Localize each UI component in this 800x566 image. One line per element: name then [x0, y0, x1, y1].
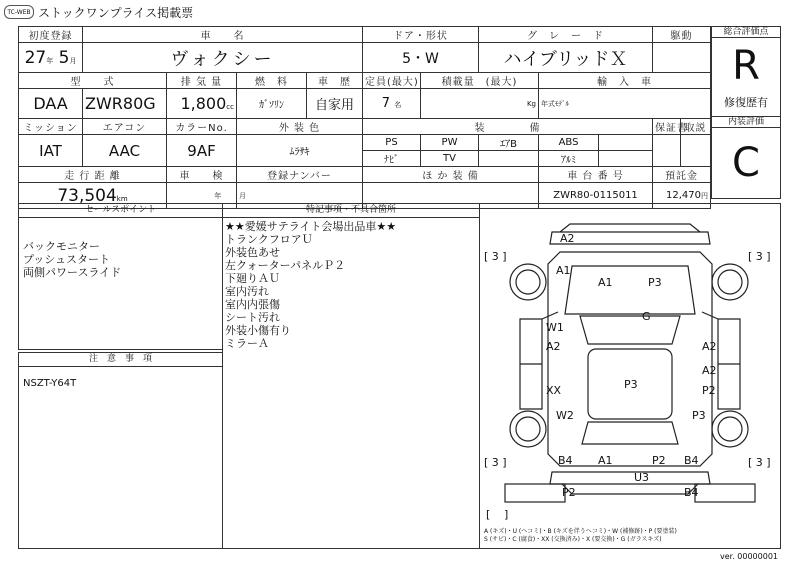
label-fuel: 燃 料: [237, 73, 307, 89]
bracket-mark: [ 3 ]: [484, 456, 507, 469]
damage-mark: P3: [692, 409, 706, 422]
label-grade: グ レ ー ド: [479, 27, 653, 43]
overall-label: 総合評価点: [711, 26, 781, 38]
damage-mark: P2: [562, 486, 576, 499]
interior-label: 内装評価: [711, 116, 781, 128]
grade-value: ハイブリッドＸ: [479, 43, 653, 73]
damage-mark: A2: [560, 232, 575, 245]
special-notes-list: [223, 218, 479, 350]
list-item: プッシュスタート: [23, 253, 111, 266]
legend-line: A (キズ)・U (ヘコミ)・B (キズを伴うヘコミ)・W (補修跡)・P (要塗装): [484, 528, 677, 535]
repair-history: 修復歴有: [724, 96, 768, 109]
equip-blank1: [599, 135, 653, 151]
equip-abs: ABS: [539, 135, 599, 151]
label-reg-number: 登録ナンバー: [237, 167, 363, 183]
bracket-mark: ]: [504, 508, 509, 521]
model-prefix: DAA: [19, 89, 83, 119]
list-item: シート汚れ: [225, 311, 280, 324]
equip-airbag: ｴｱB: [479, 135, 539, 151]
color-value: ﾑﾗｻｷ: [237, 135, 363, 167]
overall-grade: R: [732, 43, 760, 89]
equip-alumi: ｱﾙﾐ: [539, 151, 599, 167]
notes-panel: [18, 352, 223, 549]
interior-grade: C: [711, 127, 781, 199]
warranty-value: [653, 135, 681, 167]
list-item: 外装小傷有り: [225, 324, 291, 337]
label-capacity: 定員(最大): [363, 73, 421, 89]
label-inspection: 車 検: [167, 167, 237, 183]
damage-mark: A1: [598, 454, 613, 467]
list-item: 外装色あせ: [225, 246, 280, 259]
label-door: ドア・形状: [363, 27, 479, 43]
model-code: ZWR80G: [83, 89, 167, 119]
label-aircon: エアコン: [83, 119, 167, 135]
color-no-value: 9AF: [167, 135, 237, 167]
label-car-name: 車 名: [83, 27, 363, 43]
list-item: 室内汚れ: [225, 285, 269, 298]
notes-title: 注 意 事 項: [19, 353, 222, 367]
damage-mark: W1: [546, 321, 564, 334]
label-load: 積載量 (最大): [421, 73, 539, 89]
label-drive: 駆動: [653, 27, 711, 43]
label-equipment: 装 備: [363, 119, 653, 135]
chassis-value: ZWR80-0115011: [539, 183, 653, 209]
bracket-mark: [ 3 ]: [484, 250, 507, 263]
label-warranty: 保証書: [653, 119, 681, 135]
damage-mark: XX: [546, 384, 562, 397]
equip-ps: PS: [363, 135, 421, 151]
damage-diagram-panel: [479, 203, 781, 549]
damage-legend: [484, 528, 677, 544]
list-item: トランクフロアＵ: [225, 233, 313, 246]
special-notes-panel: [222, 203, 480, 549]
list-item: ★★愛媛サテライト会場出品車★★: [225, 220, 397, 233]
label-import: 輸 入 車: [539, 73, 711, 89]
equip-blank2: [479, 151, 539, 167]
car-name-value: ヴォクシー: [83, 43, 363, 73]
damage-mark: P2: [702, 384, 716, 397]
header: [4, 3, 193, 21]
label-exterior-color: 外 装 色: [237, 119, 363, 135]
label-first-reg: 初度登録: [19, 27, 83, 43]
list-item: 左クォーターパネルＰ２: [225, 259, 346, 272]
equip-blank3: [599, 151, 653, 167]
page-title: ストックワンプライス掲載票: [38, 5, 194, 20]
label-chassis: 車 台 番 号: [539, 167, 653, 183]
equip-tv: TV: [421, 151, 479, 167]
damage-mark: W2: [556, 409, 574, 422]
damage-mark: A1: [556, 264, 571, 277]
label-recall: 取説: [681, 119, 711, 135]
car-diagram: [480, 204, 780, 548]
list-item: 下廻りＡＵ: [225, 272, 280, 285]
overall-box: [711, 37, 781, 117]
usage-value: 自家用: [307, 89, 363, 119]
inspection-value: 年: [167, 183, 237, 209]
list-item: バックモニター: [23, 240, 100, 253]
damage-mark: A1: [598, 276, 613, 289]
label-other-equip: ほ か 装 備: [363, 167, 539, 183]
reg-number-value: 月: [237, 183, 363, 209]
sales-points-title: セールスポイント: [19, 204, 222, 218]
list-item: 両側パワースライド: [23, 266, 122, 279]
label-usage: 車 歴: [307, 73, 363, 89]
aircon-value: AAC: [83, 135, 167, 167]
label-recycle: 預託金: [653, 167, 711, 183]
first-reg-value: 27年 5月: [19, 43, 83, 73]
vehicle-info-table: [18, 26, 711, 209]
recycle-value: 12,470円: [653, 183, 711, 209]
list-item: 室内内張傷: [225, 298, 280, 311]
damage-mark: B4: [684, 454, 699, 467]
damage-mark: G: [642, 310, 651, 323]
damage-mark: P2: [652, 454, 666, 467]
bracket-mark: [: [486, 508, 491, 521]
mileage-value: 73,504km: [19, 183, 167, 209]
load-value: Kg: [421, 89, 539, 119]
list-item: ミラーＡ: [225, 337, 269, 350]
notes-item: NSZT-Y64T: [23, 378, 77, 389]
label-color-no: カラーNo.: [167, 119, 237, 135]
damage-mark: A2: [702, 340, 717, 353]
door-value: 5・W: [363, 43, 479, 73]
recall-value: [681, 135, 711, 167]
special-notes-title: 特記事項・不具合箇所: [223, 204, 479, 218]
mission-value: IAT: [19, 135, 83, 167]
logo: TC-WEB: [4, 5, 34, 19]
capacity-value: 7 名: [363, 89, 421, 119]
version-label: ver. 00000001: [719, 552, 778, 561]
bracket-mark: [ 3 ]: [748, 456, 771, 469]
import-value: 年式ﾓﾃﾞﾙ: [539, 89, 711, 119]
damage-mark: A2: [702, 364, 717, 377]
fuel-value: ｶﾞｿﾘﾝ: [237, 89, 307, 119]
legend-line: S (サビ)・C (腐食)・XX (交換済み)・X (要交換)・G (ガラスキズ): [484, 536, 662, 543]
equip-navi: ﾅﾋﾞ: [363, 151, 421, 167]
damage-mark: A2: [546, 340, 561, 353]
equip-pw: PW: [421, 135, 479, 151]
damage-mark: P3: [648, 276, 662, 289]
damage-mark: U3: [634, 471, 650, 484]
label-model: 型 式: [19, 73, 167, 89]
label-mission: ミッション: [19, 119, 83, 135]
label-mileage: 走 行 距 離: [19, 167, 167, 183]
drive-value: [653, 43, 711, 73]
sales-points-list: [19, 218, 222, 279]
damage-mark: B4: [558, 454, 573, 467]
sales-points-panel: [18, 203, 223, 350]
displacement-value: 1,800cc: [167, 89, 237, 119]
label-displacement: 排 気 量: [167, 73, 237, 89]
damage-mark: B4: [684, 486, 699, 499]
bracket-mark: [ 3 ]: [748, 250, 771, 263]
evaluation-panel: [711, 26, 781, 199]
damage-mark: P3: [624, 378, 638, 391]
